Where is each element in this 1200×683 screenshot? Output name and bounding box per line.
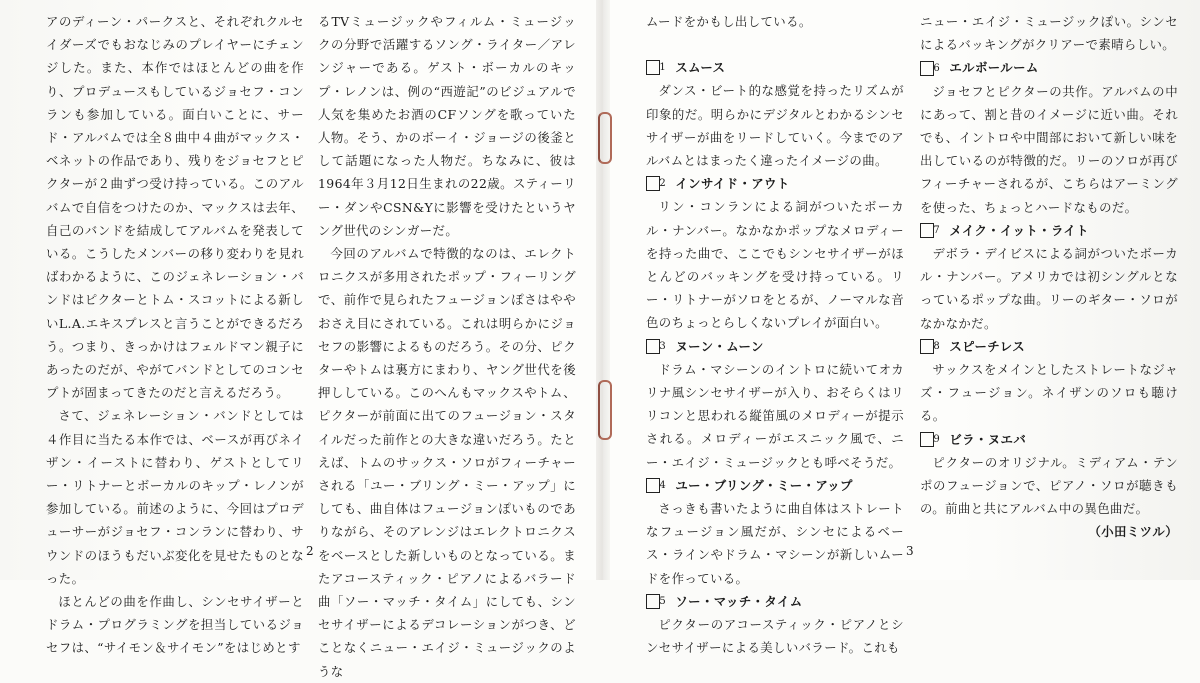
track-description: ドラム・マシーンのイントロに続いてオカリナ風シンセサイザーが入り、おそらくはリリコンと思われる縦笛風のメロディーが提示される。メロディーがエスニック風で、ニー・エイジ・ミュージックとも呼べそうだ。	[646, 361, 904, 470]
track-number: 3	[646, 339, 660, 354]
track-heading	[920, 219, 1178, 242]
paragraph: ニュー・エイジ・ミュージックぽい。シンセによるバッキングがクリアーで素晴らしい。	[920, 14, 1178, 53]
track-title: ビラ・ヌエバ	[949, 431, 1027, 447]
track-title: エルボールーム	[949, 60, 1039, 76]
track-heading	[646, 172, 904, 195]
right-page-column-2	[920, 10, 1178, 544]
track-heading	[920, 56, 1178, 79]
track-title: ヌーン・ムーン	[675, 338, 764, 354]
page-number-left: 2	[306, 544, 314, 558]
track-number: 9	[920, 432, 934, 447]
track-title: ソー・マッチ・タイム	[675, 593, 803, 609]
track-title: スピーチレス	[949, 338, 1026, 354]
booklet-gutter	[596, 0, 610, 580]
track-title: スムース	[675, 60, 726, 76]
track-number: 1	[646, 60, 660, 75]
paragraph: 今回のアルバムで特徴的なのは、エレクトロニクスが多用されたポップ・フィーリングで、前作で見られたフュージョンぽさはややおさえ目にされている。これは明らかにジョセフの影響によるものだろう。その分、ピクターやトムは裏方にまわり、ヤング世代を後押ししている。このへんもマックスやトム、ピクターが前面に出てのフュージョン・スタイルだった前作との大きな違いだろう。たとえば、トムのサックス・ソロがフィーチャーされる「ユー・ブリング・ミー・アップ」にしても、曲自体はフュージョンぽいものでありながら、そのアレンジはエレクトロニクスをベースとした新しいものとなっている。またアコースティック・ピアノによるバラード曲「ソー・マッチ・タイム」にしても、シンセサイザーによるデコレーションがつき、どことなくニュー・エイジ・ミュージックのような	[318, 246, 576, 679]
paragraph: ムードをかもし出している。	[646, 14, 812, 29]
track-heading	[646, 56, 904, 79]
track-description: デボラ・デイビスによる詞がついたボーカル・ナンバー。アメリカでは初シングルとなっているポップな曲。リーのギター・ソロがなかなかだ。	[920, 246, 1178, 331]
author-credit: （小田ミツル）	[1088, 524, 1178, 540]
track-heading	[646, 474, 904, 497]
track-description: ジョセフとピクターの共作。アルバムの中にあって、割と昔のイメージに近い曲。それでも、イントロや中間部において新しい味を出しているのが特徴的だ。リーのソロが再びフィーチャーされるが、こちらはアーミングを使った、ちょっとハードなものだ。	[920, 83, 1178, 215]
track-heading	[920, 335, 1178, 358]
track-heading	[646, 590, 904, 613]
staple-top	[598, 112, 612, 164]
track-description: ダンス・ビート的な感覚を持ったリズムが印象的だ。明らかにデジタルとわかるシンセサイザーが曲をリードしていく。今までのアルバムとはまったく違ったイメージの曲。	[646, 83, 904, 169]
track-number: 7	[920, 223, 934, 238]
track-description: ピクターのアコースティック・ピアノとシンセサイザーによる美しいバラード。これも	[646, 617, 904, 656]
track-heading	[646, 335, 904, 358]
track-title: メイク・イット・ライト	[949, 222, 1089, 238]
track-title: インサイド・アウト	[675, 176, 790, 192]
track-description: ピクターのオリジナル。ミディアム・テンポのフュージョンで、ピアノ・ソロが聴きもの。前曲と共にアルバム中の異色曲だ。	[920, 454, 1178, 517]
track-description: サックスをメインとしたストレートなジャズ・フュージョン。ネイザンのソロも聴ける。	[920, 362, 1178, 424]
paragraph: るTVミュージックやフィルム・ミュージックの分野で活躍するソング・ライター／アレンジャーである。ゲスト・ボーカルのキップ・レノンは、例の“西遊記”のビジュアルで人気を集めたお酒のCFソングを歌っていた人物。そう、かのボーイ・ジョージの後釜として話題になった人物だ。ちなみに、彼は1964年３月12日生まれの22歳。スティーリー・ダンやCSN&Yに影響を受けたというヤング世代のシンガーだ。	[318, 14, 576, 238]
track-number: 4	[646, 478, 660, 493]
paragraph: アのディーン・パークスと、それぞれクルセイダーズでもおなじみのプレイヤーにチェンジした。また、本作ではほとんどの曲を作り、プロデュースもしているジョセフ・コンランも参加している。面白いことに、サード・アルバムでは全８曲中４曲がマックス・ベネットの作品であり、残りをジョセフとピクターが２曲ずつ受け持っている。このアルバムで自信をつけたのか、マックスは去年、自己のバンドを結成してアルバムを発表している。こうしたメンバーの移り変わりを見ればわかるように、このジェネレーション・バンドはピクターとトム・スコットによる新しいL.A.エキスプレスと言うことができるだろう。つまり、きっかけはフェルドマン親子にあったのだが、やがてバンドとしてのコンセプトが固まってきたのだと言えるだろう。	[46, 14, 304, 401]
right-page-column-1	[646, 10, 904, 659]
track-number: 8	[920, 339, 934, 354]
paragraph: さて、ジェネレーション・バンドとしては４作目に当たる本作では、ベースが再びネイザン・イーストに替わり、ゲストとしてリー・リトナーとボーカルのキップ・レノンが参加している。前述のように、今回はプロデューサーがジョセフ・コンランに替わり、サウンドのほうもだいぶ変化を見せたものとなった。	[46, 408, 304, 586]
left-page-column-1	[46, 10, 304, 660]
track-description: さっきも書いたように曲自体はストレートなフュージョン風だが、シンセによるベース・ラインやドラム・マシーンが新しいムードを作っている。	[646, 501, 904, 586]
paragraph: ほとんどの曲を作曲し、シンセサイザーとドラム・プログラミングを担当しているジョセフは、“サイモン＆サイモン”をはじめとす	[46, 594, 304, 656]
staple-bottom	[598, 380, 612, 440]
left-page-column-2	[318, 10, 576, 683]
track-description: リン・コンランによる詞がついたボーカル・ナンバー。なかなかポップなメロディーを持った曲で、ここでもシンセサイザーがほとんどのバッキングを受け持っている。リー・リトナーがソロをとるが、ノーマルな音色のちょっとらしくないプレイが面白い。	[646, 199, 904, 331]
track-title: ユー・ブリング・ミー・アップ	[675, 477, 853, 493]
track-number: 6	[920, 61, 934, 76]
track-number: 5	[646, 594, 660, 609]
page-number-right: 3	[906, 544, 914, 558]
track-number: 2	[646, 176, 660, 191]
track-heading	[920, 428, 1178, 451]
